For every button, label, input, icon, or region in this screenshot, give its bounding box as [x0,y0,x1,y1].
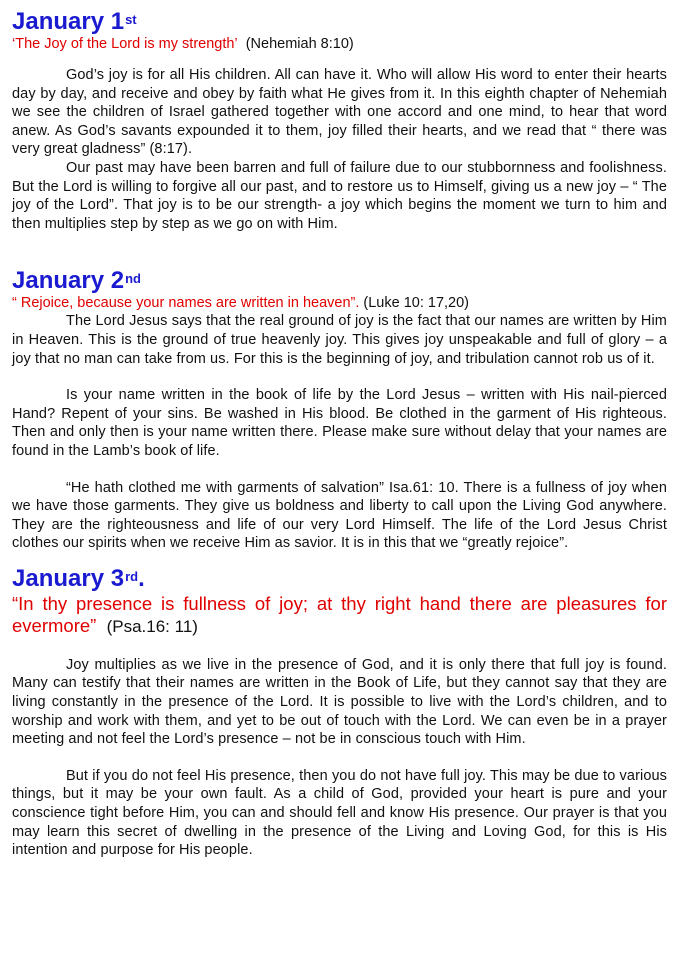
paragraph: Is your name written in the book of life by the Lord Jesus – written with His nail-pierced Hand? Repent of your sins. Be washed in His blood. Be clothed in the garment of His righteous. Then and only then is your name written there. Please make sure without delay that your names are found in the Lamb’s book of life. [12,387,667,459]
devotional-page [12,8,667,860]
entry-january-1 [12,8,667,233]
scripture-verse [12,295,667,312]
scripture-verse [12,593,667,638]
entry-heading [12,267,667,295]
verse-quote: “ Rejoice, because your names are written in heaven”. [12,295,360,312]
heading-period: . [138,564,145,592]
entry-heading [12,8,667,36]
paragraph: But if you do not feel His presence, then you do not have full joy. This may be due to various things, but it may be your own fault. As a child of God, provided your heart is pure and your conscience tight before Him, you can and should fell and know His presence. Our prayer is that you may learn this secret of dwelling in the presence of the Living and Loving God, for this is His intention and purpose for His people. [12,767,667,859]
verse-reference: (Psa.16: 11) [106,616,198,636]
heading-suffix: st [125,12,137,27]
verse-reference: (Luke 10: 17,20) [363,295,470,312]
verse-reference: (Nehemiah 8:10) [245,36,354,52]
verse-quote: ‘The Joy of the Lord is my strength’ [12,36,238,52]
heading-text: January 3 [12,564,125,592]
entry-january-2 [12,267,667,553]
entry-january-3 [12,565,667,860]
paragraph: Joy multiplies as we live in the presence of God, and it is only there that full joy is found. Many can testify that their names are written in the Book of Life, but they cannot say that they are living constantly in the presence of the Lord. It is possible to live with the Lord’s children, and to worship and work with them, and yet to be out of touch with the Lord. We can even be in a prayer meeting and not feel the Lord’s presence – not be in conscious touch with Him. [12,656,667,748]
paragraph: The Lord Jesus says that the real ground of joy is the fact that our names are written by Him in Heaven. This is the ground of true heavenly joy. This gives joy unspeakable and full of glory – a joy that no man can take from us. For this is the beginning of joy, and tribulation cannot rob us of it. [12,313,667,367]
heading-suffix: nd [125,271,141,287]
heading-text: January 2 [12,267,125,295]
verse-quote: “In thy presence is fullness of joy; at thy right hand there are pleasures for evermore” [12,592,667,636]
scripture-verse [12,36,667,53]
heading-text: January 1 [12,8,125,35]
heading-suffix: rd [125,568,139,584]
paragraph: “He hath clothed me with garments of salvation” Isa.61: 10. There is a fullness of joy when we have those garments. They give us boldness and liberty to call upon the Living God anywhere. They are the righteousness and life of our very Lord Himself. The life of the Lord Jesus Christ clothes our spirits when we receive Him as savior. It is in this that we “greatly rejoice”. [12,479,667,552]
paragraph: God’s joy is for all His children. All can have it. Who will allow His word to enter their hearts day by day, and receive and obey by faith what He gives from it. In this eighth chapter of Nehemiah we see the children of Israel gathered together with one accord and one mind, to hear that word anew. As God’s savants expounded it to them, joy filled their hearts, and we read that “ there was very great gladness” (8:17). [12,67,667,158]
paragraph: Our past may have been barren and full of failure due to our stubbornness and foolishness. But the Lord is willing to forgive all our past, and to restore us to Himself, giving us a new joy – “ The joy of the Lord”. That joy is to be our strength- a joy which begins the moment we turn to him and then multiplies step by step as we go on with Him. [12,159,667,232]
entry-heading [12,565,667,593]
